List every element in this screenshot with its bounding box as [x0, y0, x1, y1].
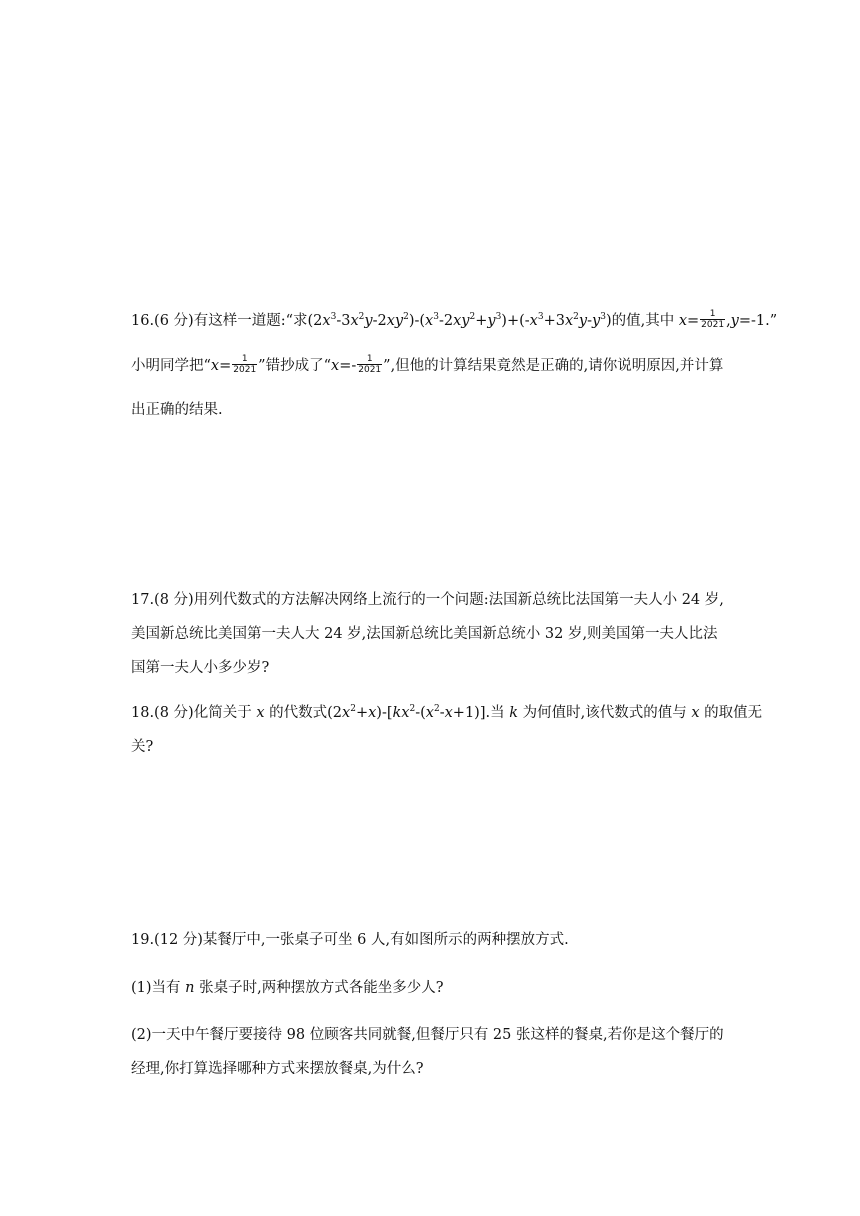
q17-line-3: 国第一夫人小多少岁?: [131, 660, 270, 676]
q17-line-2: 美国新总统比美国第一夫人大 24 岁,法国新总统比美国新总统小 32 岁,则美国第一夫人比法: [131, 626, 718, 642]
q17-line-1: 17.(8 分)用列代数式的方法解决网络上流行的一个问题:法国新总统比法国第一夫人小 24 岁,: [131, 592, 724, 608]
q18-line-1: 18.(8 分)化简关于 x 的代数式$(2x^2+x)-[kx^2-(x^2-x+1)]$.当 k 为何值时,该代数式的值与 x 的取值无: [131, 704, 763, 721]
q16-line-3: 出正确的结果.: [131, 402, 223, 418]
q16-line-1: 16.(6 分)有这样一道题:“求$(2x^3-3x^2y-2xy^2)-(x^3-2xy^2+y^3)+(-x^3+3x^2y-y^3)$的值,其中 x= $\frac{1}{2021}$ ,y=-1.”: [131, 309, 778, 330]
q16-line-2: 小明同学把“x= $\frac{1}{2021}$ ”错抄成了“x=- $\frac{1}{2021}$ ”,但他的计算结果竟然是正确的,请你说明原因,并计算: [131, 354, 724, 375]
fraction-1-2021: $\frac{1}{2021}$: [233, 354, 257, 375]
fraction-1-2021: $\frac{1}{2021}$: [701, 309, 725, 330]
q19-sub-2-line-2: 经理,你打算选择哪种方式来摆放餐桌,为什么?: [131, 1061, 424, 1077]
q19-line-1: 19.(12 分)某餐厅中,一张桌子可坐 6 人,有如图所示的两种摆放方式.: [131, 932, 569, 948]
q19-sub-2-line-1: (2)一天中午餐厅要接待 98 位顾客共同就餐,但餐厅只有 25 张这样的餐桌,若你是这个餐厅的: [131, 1027, 724, 1043]
q18-line-2: 关?: [131, 739, 154, 755]
fraction-neg-1-2021: $\frac{1}{2021}$: [358, 354, 382, 375]
q19-sub-1: (1)当有 n 张桌子时,两种摆放方式各能坐多少人?: [131, 980, 444, 996]
